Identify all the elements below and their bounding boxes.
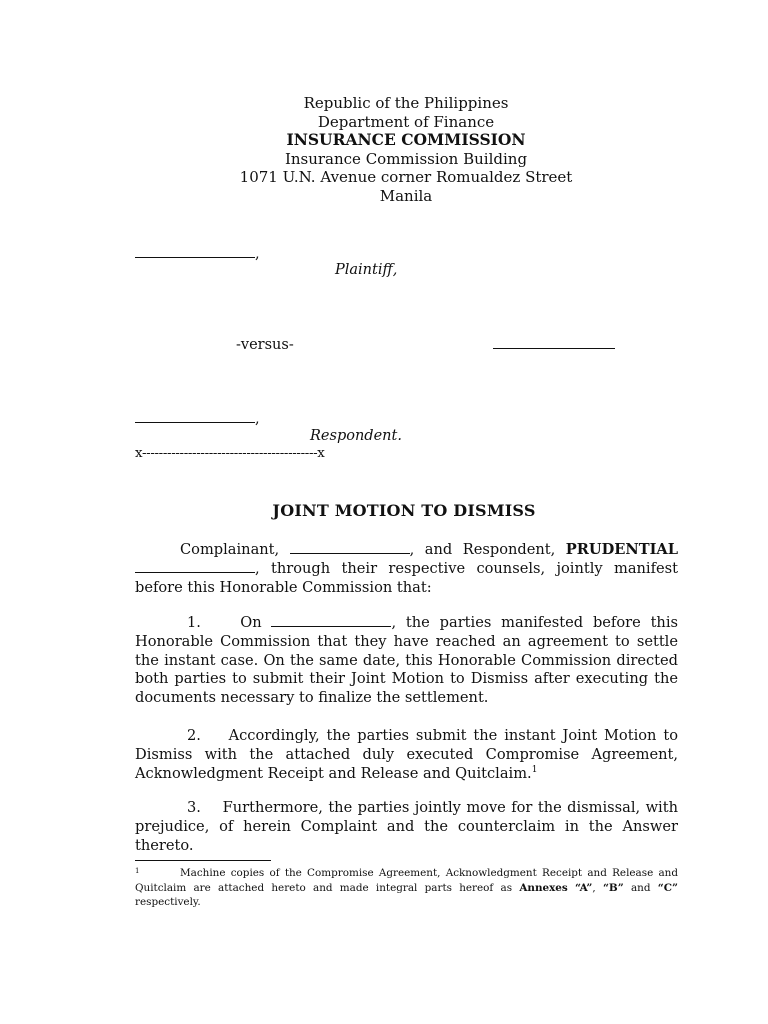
respondent-company-blank xyxy=(135,560,255,573)
annex-b: “B” xyxy=(602,881,624,894)
caption-separator: x------------------------------------------x xyxy=(135,446,325,461)
case-number-blank xyxy=(493,334,615,349)
paragraph-2-text: Accordingly, the parties submit the instant Joint Motion to Dismiss with the attached duly executed Compromise Agreement, Acknowledgment Receipt and Release and Quitclaim. xyxy=(135,727,678,782)
intro-text-1: Complainant, xyxy=(180,541,290,558)
header-republic: Republic of the Philippines xyxy=(303,94,509,112)
header-city: Manila xyxy=(379,186,433,205)
footnote-text xyxy=(135,866,678,910)
header-commission: INSURANCE COMMISSION xyxy=(286,130,526,150)
complainant-blank xyxy=(290,541,410,554)
header-department: Department of Finance xyxy=(317,112,495,131)
paragraph-1 xyxy=(135,614,678,708)
plaintiff-label: Plaintiff, xyxy=(335,262,398,278)
footnote-and: and xyxy=(623,881,658,894)
footnote-sep: , xyxy=(592,881,603,894)
paragraph-1-text-1: On xyxy=(240,614,272,631)
respondent-company: PRUDENTIAL xyxy=(565,541,678,558)
versus-label: -versus- xyxy=(236,337,294,353)
paragraph-2 xyxy=(135,727,678,783)
case-number-line xyxy=(493,334,615,353)
footnote-body: Machine copies of the Compromise Agreement, Acknowledgment Receipt and Release and Quitclaim are attached hereto and made integral parts hereof as xyxy=(135,867,678,894)
intro-paragraph xyxy=(135,541,678,597)
header-address: 1071 U.N. Avenue corner Romualdez Street xyxy=(239,168,573,187)
paragraph-3-text: Furthermore, the parties jointly move for the dismissal, with prejudice, of herein Complaint and the counterclaim in the Answer thereto. xyxy=(135,799,678,854)
paragraph-1-number: 1. xyxy=(187,614,201,631)
document-header xyxy=(0,94,768,206)
footnote xyxy=(135,866,678,910)
footnote-divider xyxy=(135,860,271,861)
paragraph-3 xyxy=(135,799,678,855)
header-building: Insurance Commission Building xyxy=(284,149,528,168)
footnote-reference: 1 xyxy=(531,764,538,775)
plaintiff-blank xyxy=(135,243,255,258)
footnote-end: respectively. xyxy=(135,896,201,909)
respondent-comma: , xyxy=(255,411,260,427)
paragraph-2-number: 2. xyxy=(187,727,201,744)
intro-text-3: , through their respective counsels, jointly manifest before this Honorable Commission that: xyxy=(135,559,678,596)
paragraph-1-text-2: , the parties manifested before this Honorable Commission that they have reached an agreement to settle the instant case. On the same date, this Honorable Commission directed both parties to submit their Joint Motion to Dismiss after executing the documents necessary to finalize the settlement. xyxy=(135,614,678,707)
plaintiff-name-line xyxy=(135,243,260,262)
footnote-marker: 1 xyxy=(135,867,140,875)
paragraph-3-number: 3. xyxy=(187,799,201,816)
date-blank xyxy=(271,614,391,627)
document-title: JOINT MOTION TO DISMISS xyxy=(272,501,536,520)
annex-a: “A” xyxy=(575,881,593,894)
annex-c: “C” xyxy=(657,881,678,894)
respondent-name-line xyxy=(135,408,260,427)
respondent-blank xyxy=(135,408,255,423)
plaintiff-comma: , xyxy=(255,246,260,262)
respondent-label: Respondent. xyxy=(310,428,402,444)
footnote-annexes: Annexes xyxy=(519,881,568,894)
intro-text-2: , and Respondent, xyxy=(409,541,566,558)
